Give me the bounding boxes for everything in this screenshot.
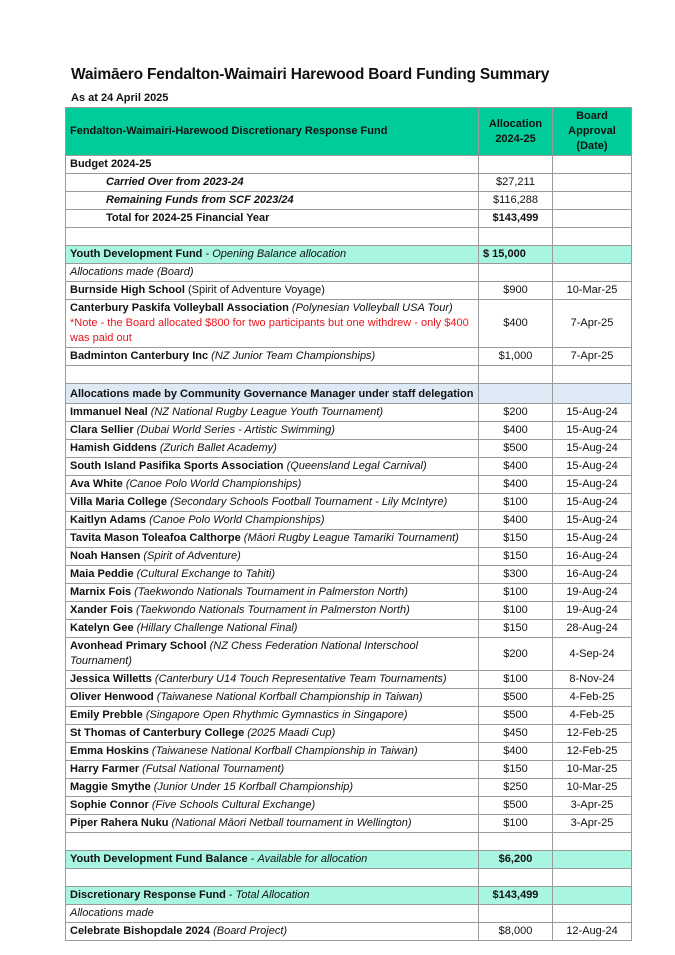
approval-date: 15-Aug-24 bbox=[553, 404, 632, 422]
purpose: (Dubai World Series - Artistic Swimming) bbox=[133, 424, 335, 436]
recipient-name: Marnix Fois bbox=[70, 586, 132, 598]
ydf-opening-row bbox=[66, 246, 632, 264]
spacer-row bbox=[66, 833, 632, 851]
recipient-cell bbox=[66, 458, 479, 476]
allocation-amount: $8,000 bbox=[479, 923, 553, 941]
allocation-row bbox=[66, 440, 632, 458]
purpose: (Zurich Ballet Academy) bbox=[156, 442, 277, 454]
allocation-amount: $100 bbox=[479, 815, 553, 833]
recipient-cell bbox=[66, 725, 479, 743]
recipient-cell bbox=[66, 797, 479, 815]
allocation-amount: $500 bbox=[479, 689, 553, 707]
drf-allocations-heading bbox=[66, 905, 632, 923]
purpose: (Māori Rugby League Tamariki Tournament) bbox=[240, 532, 459, 544]
board-allocations-heading bbox=[66, 264, 632, 282]
header-allocation: Allocation 2024-25 bbox=[479, 108, 553, 156]
note-text: *Note - the Board allocated $800 for two participants but one withdrew - only $400 was paid out bbox=[70, 317, 469, 344]
ydf-balance bbox=[66, 851, 632, 869]
staff-delegation-label: Allocations made by Community Governance Manager under staff delegation bbox=[66, 384, 479, 404]
recipient-name: Avonhead Primary School bbox=[70, 640, 207, 652]
approval-date: 10-Mar-25 bbox=[553, 282, 632, 300]
allocation-amount: $250 bbox=[479, 779, 553, 797]
total-budget-amount: $143,499 bbox=[479, 210, 553, 228]
allocation-amount: $400 bbox=[479, 458, 553, 476]
purpose: (Hillary Challenge National Final) bbox=[133, 622, 298, 634]
purpose: (Board Project) bbox=[210, 925, 288, 937]
carried-over-amount: $27,211 bbox=[479, 174, 553, 192]
approval-date: 3-Apr-25 bbox=[553, 797, 632, 815]
recipient-cell bbox=[66, 689, 479, 707]
purpose: (NZ Junior Team Championships) bbox=[208, 350, 376, 362]
approval-date: 15-Aug-24 bbox=[553, 422, 632, 440]
drf-total bbox=[66, 887, 632, 905]
allocation-row bbox=[66, 797, 632, 815]
allocation-row bbox=[66, 476, 632, 494]
approval-date: 8-Nov-24 bbox=[553, 671, 632, 689]
allocation-amount: $150 bbox=[479, 548, 553, 566]
purpose: (Spirit of Adventure) bbox=[140, 550, 241, 562]
recipient-cell bbox=[66, 584, 479, 602]
empty-cell bbox=[553, 905, 632, 923]
empty-cell bbox=[479, 833, 553, 851]
allocation-amount: $450 bbox=[479, 725, 553, 743]
allocation-amount: $300 bbox=[479, 566, 553, 584]
recipient-name: Villa Maria College bbox=[70, 496, 168, 508]
recipient-cell bbox=[66, 530, 479, 548]
recipient-name: Oliver Henwood bbox=[70, 691, 154, 703]
recipient-name: Harry Farmer bbox=[70, 763, 140, 775]
approval-date: 4-Sep-24 bbox=[553, 638, 632, 671]
recipient-cell bbox=[66, 494, 479, 512]
allocation-amount: $150 bbox=[479, 620, 553, 638]
allocation-amount: $500 bbox=[479, 797, 553, 815]
recipient-name: Emma Hoskins bbox=[70, 745, 149, 757]
recipient-name: Maggie Smythe bbox=[70, 781, 151, 793]
remaining-funds-label: Remaining Funds from SCF 2023/24 bbox=[66, 192, 479, 210]
recipient-cell bbox=[66, 512, 479, 530]
allocation-amount: $200 bbox=[479, 638, 553, 671]
carried-over-row bbox=[66, 174, 632, 192]
purpose: (Queensland Legal Carnival) bbox=[283, 460, 427, 472]
allocation-row bbox=[66, 404, 632, 422]
empty-cell bbox=[479, 384, 553, 404]
purpose: (Cultural Exchange to Tahiti) bbox=[133, 568, 276, 580]
approval-date: 15-Aug-24 bbox=[553, 530, 632, 548]
approval-date: 10-Mar-25 bbox=[553, 779, 632, 797]
purpose: (Secondary Schools Football Tournament - Lily McIntyre) bbox=[167, 496, 448, 508]
empty-cell bbox=[479, 869, 553, 887]
allocation-row bbox=[66, 512, 632, 530]
recipient-name: Maia Peddie bbox=[70, 568, 134, 580]
allocation-amount: $400 bbox=[479, 476, 553, 494]
recipient-cell bbox=[66, 923, 479, 941]
approval-date: 4-Feb-25 bbox=[553, 689, 632, 707]
allocation-row bbox=[66, 779, 632, 797]
empty-cell bbox=[553, 887, 632, 905]
allocation-row bbox=[66, 584, 632, 602]
allocation-row bbox=[66, 620, 632, 638]
allocation-row bbox=[66, 530, 632, 548]
allocation-amount: $400 bbox=[479, 743, 553, 761]
approval-date: 16-Aug-24 bbox=[553, 566, 632, 584]
empty-cell bbox=[553, 851, 632, 869]
recipient-cell bbox=[66, 566, 479, 584]
recipient-name: Katelyn Gee bbox=[70, 622, 134, 634]
empty-cell bbox=[66, 366, 479, 384]
purpose: (Canoe Polo World Championships) bbox=[146, 514, 325, 526]
purpose: (2025 Maadi Cup) bbox=[244, 727, 336, 739]
purpose: (Junior Under 15 Korfball Championship) bbox=[150, 781, 354, 793]
allocation-row bbox=[66, 743, 632, 761]
purpose: (NZ National Rugby League Youth Tournament) bbox=[147, 406, 384, 418]
purpose: (Singapore Open Rhythmic Gymnastics in Singapore) bbox=[142, 709, 408, 721]
allocation-amount: $500 bbox=[479, 440, 553, 458]
recipient-name: Celebrate Bishopdale 2024 bbox=[70, 925, 211, 937]
purpose: (Spirit of Adventure Voyage) bbox=[184, 284, 325, 296]
recipient-name: Immanuel Neal bbox=[70, 406, 148, 418]
recipient-name: Ava White bbox=[70, 478, 123, 490]
allocation-row bbox=[66, 923, 632, 941]
remaining-funds-row bbox=[66, 192, 632, 210]
allocation-row bbox=[66, 348, 632, 366]
allocation-row bbox=[66, 638, 632, 671]
recipient-name: Badminton Canterbury Inc bbox=[70, 350, 209, 362]
approval-date: 3-Apr-25 bbox=[553, 815, 632, 833]
recipient-name: Tavita Mason Toleafoa Calthorpe bbox=[70, 532, 241, 544]
spacer-row bbox=[66, 228, 632, 246]
allocation-amount: $400 bbox=[479, 512, 553, 530]
empty-cell bbox=[479, 905, 553, 923]
recipient-cell bbox=[66, 602, 479, 620]
ydf-opening-label: Youth Development Fund - Opening Balance allocation bbox=[66, 246, 479, 264]
approval-date: 15-Aug-24 bbox=[553, 476, 632, 494]
approval-date: 4-Feb-25 bbox=[553, 707, 632, 725]
purpose: (Taekwondo Nationals Tournament in Palmerston North) bbox=[132, 604, 410, 616]
approval-date: 12-Aug-24 bbox=[553, 923, 632, 941]
recipient-cell bbox=[66, 761, 479, 779]
total-budget-label: Total for 2024-25 Financial Year bbox=[66, 210, 479, 228]
purpose: (Taiwanese National Korfball Championship in Taiwan) bbox=[148, 745, 418, 757]
recipient-cell bbox=[66, 440, 479, 458]
approval-date: 19-Aug-24 bbox=[553, 602, 632, 620]
allocation-amount: $1,000 bbox=[479, 348, 553, 366]
allocation-row bbox=[66, 602, 632, 620]
allocation-row bbox=[66, 761, 632, 779]
recipient-cell bbox=[66, 548, 479, 566]
header-approval-date: Board Approval (Date) bbox=[553, 108, 632, 156]
allocation-amount: $150 bbox=[479, 530, 553, 548]
purpose: (Five Schools Cultural Exchange) bbox=[148, 799, 316, 811]
allocation-amount: $150 bbox=[479, 761, 553, 779]
allocation-row bbox=[66, 671, 632, 689]
recipient-name: Emily Prebble bbox=[70, 709, 143, 721]
recipient-cell bbox=[66, 348, 479, 366]
drf-total-label: Discretionary Response Fund - Total Allocation bbox=[66, 887, 479, 905]
board-allocations-label: Allocations made (Board) bbox=[66, 264, 479, 282]
allocation-amount: $400 bbox=[479, 422, 553, 440]
remaining-funds-amount: $116,288 bbox=[479, 192, 553, 210]
allocation-row bbox=[66, 689, 632, 707]
allocation-row bbox=[66, 458, 632, 476]
spacer-row bbox=[66, 869, 632, 887]
approval-date: 7-Apr-25 bbox=[553, 300, 632, 348]
approval-date: 12-Feb-25 bbox=[553, 725, 632, 743]
recipient-cell bbox=[66, 404, 479, 422]
recipient-name: Clara Sellier bbox=[70, 424, 134, 436]
allocation-amount: $100 bbox=[479, 494, 553, 512]
drf-total-amount: $143,499 bbox=[479, 887, 553, 905]
approval-date: 15-Aug-24 bbox=[553, 512, 632, 530]
recipient-cell bbox=[66, 300, 479, 348]
purpose: (Taekwondo Nationals Tournament in Palmerston North) bbox=[131, 586, 408, 598]
recipient-cell bbox=[66, 422, 479, 440]
approval-date: 15-Aug-24 bbox=[553, 440, 632, 458]
budget-heading-row bbox=[66, 156, 632, 174]
allocation-row bbox=[66, 300, 632, 348]
allocation-amount: $200 bbox=[479, 404, 553, 422]
approval-date: 15-Aug-24 bbox=[553, 458, 632, 476]
recipient-name: Burnside High School bbox=[70, 284, 185, 296]
purpose: (National Māori Netball tournament in Wellington) bbox=[168, 817, 412, 829]
total-budget-row bbox=[66, 210, 632, 228]
budget-label: Budget 2024-25 bbox=[66, 156, 479, 174]
allocation-row bbox=[66, 494, 632, 512]
page-title: Waimāero Fendalton-Waimairi Harewood Board Funding Summary bbox=[71, 66, 550, 83]
recipient-cell bbox=[66, 743, 479, 761]
recipient-cell bbox=[66, 620, 479, 638]
allocation-row bbox=[66, 707, 632, 725]
staff-delegation-heading bbox=[66, 384, 632, 404]
allocation-amount: $500 bbox=[479, 707, 553, 725]
empty-cell bbox=[553, 869, 632, 887]
approval-date: 7-Apr-25 bbox=[553, 348, 632, 366]
purpose: (Taiwanese National Korfball Championship in Taiwan) bbox=[153, 691, 423, 703]
allocation-amount: $100 bbox=[479, 671, 553, 689]
empty-cell bbox=[553, 833, 632, 851]
ydf-opening-amount: $ 15,000 bbox=[479, 246, 553, 264]
allocation-row bbox=[66, 725, 632, 743]
allocation-amount: $400 bbox=[479, 300, 553, 348]
recipient-cell bbox=[66, 815, 479, 833]
approval-date: 28-Aug-24 bbox=[553, 620, 632, 638]
empty-cell bbox=[66, 869, 479, 887]
allocation-row bbox=[66, 422, 632, 440]
allocation-amount: $100 bbox=[479, 602, 553, 620]
recipient-cell bbox=[66, 671, 479, 689]
allocation-amount: $900 bbox=[479, 282, 553, 300]
spacer-row bbox=[66, 366, 632, 384]
recipient-name: Canterbury Paskifa Volleyball Association bbox=[70, 302, 289, 314]
empty-cell bbox=[553, 366, 632, 384]
allocation-amount: $100 bbox=[479, 584, 553, 602]
allocation-row bbox=[66, 566, 632, 584]
recipient-name: Xander Fois bbox=[70, 604, 133, 616]
table-header bbox=[66, 108, 632, 156]
ydf-balance-label: Youth Development Fund Balance - Available for allocation bbox=[66, 851, 479, 869]
approval-date: 10-Mar-25 bbox=[553, 761, 632, 779]
empty-cell bbox=[479, 366, 553, 384]
funding-table bbox=[65, 107, 632, 941]
approval-date: 12-Feb-25 bbox=[553, 743, 632, 761]
allocation-row bbox=[66, 815, 632, 833]
empty-cell bbox=[553, 384, 632, 404]
approval-date: 15-Aug-24 bbox=[553, 494, 632, 512]
header-fund: Fendalton-Waimairi-Harewood Discretionary Response Fund bbox=[66, 108, 479, 156]
recipient-name: Hamish Giddens bbox=[70, 442, 157, 454]
recipient-name: Kaitlyn Adams bbox=[70, 514, 147, 526]
recipient-name: Piper Rahera Nuku bbox=[70, 817, 169, 829]
approval-date: 16-Aug-24 bbox=[553, 548, 632, 566]
recipient-cell bbox=[66, 282, 479, 300]
recipient-cell bbox=[66, 707, 479, 725]
as-at-date: As at 24 April 2025 bbox=[71, 92, 169, 104]
recipient-cell bbox=[66, 476, 479, 494]
empty-cell bbox=[66, 833, 479, 851]
purpose: (NZ Chess Federation National Interschool Tournament) bbox=[70, 640, 419, 667]
ydf-balance-amount: $6,200 bbox=[479, 851, 553, 869]
allocation-row bbox=[66, 282, 632, 300]
drf-allocations-label: Allocations made bbox=[66, 905, 479, 923]
purpose: (Futsal National Tournament) bbox=[139, 763, 285, 775]
recipient-name: St Thomas of Canterbury College bbox=[70, 727, 245, 739]
allocation-row bbox=[66, 548, 632, 566]
recipient-name: Sophie Connor bbox=[70, 799, 149, 811]
purpose: (Canterbury U14 Touch Representative Team Tournaments) bbox=[151, 673, 447, 685]
recipient-name: Noah Hansen bbox=[70, 550, 141, 562]
approval-date: 19-Aug-24 bbox=[553, 584, 632, 602]
recipient-name: South Island Pasifika Sports Association bbox=[70, 460, 284, 472]
recipient-cell bbox=[66, 779, 479, 797]
carried-over-label: Carried Over from 2023-24 bbox=[66, 174, 479, 192]
purpose: (Polynesian Volleyball USA Tour) bbox=[288, 302, 453, 314]
recipient-name: Jessica Willetts bbox=[70, 673, 152, 685]
recipient-cell bbox=[66, 638, 479, 671]
purpose: (Canoe Polo World Championships) bbox=[122, 478, 302, 490]
